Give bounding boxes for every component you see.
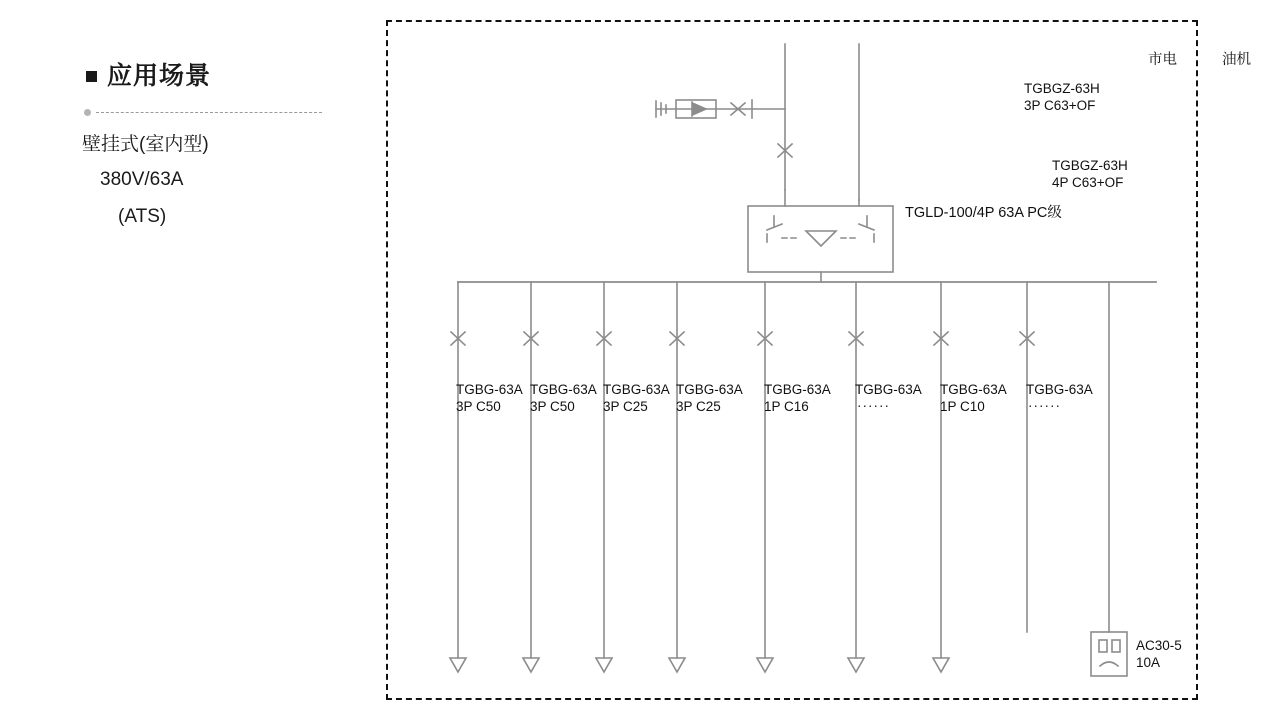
label-branch-5-line2: 1P C16	[764, 399, 809, 414]
label-breaker-second-line2: 4P C63+OF	[1052, 175, 1124, 190]
heading-divider	[84, 108, 322, 118]
label-socket-line1: AC30-5	[1136, 638, 1182, 653]
label-generator: 油机	[1222, 52, 1251, 68]
single-line-diagram	[386, 20, 1198, 700]
label-socket-line2: 10A	[1136, 655, 1161, 670]
spec-line-type: (ATS)	[118, 206, 167, 227]
divider-dashed-line	[96, 112, 322, 113]
label-breaker-top-line2: 3P C63+OF	[1024, 98, 1096, 113]
load-arrow-2	[523, 658, 539, 672]
ats-controller-triangle	[806, 231, 836, 246]
label-branch-2-line2: 3P C50	[530, 399, 575, 414]
load-arrow-5	[757, 658, 773, 672]
spec-line-mounting: 壁挂式(室内型)	[82, 134, 209, 155]
label-branch-1-line2: 3P C50	[456, 399, 501, 414]
load-arrow-6	[848, 658, 864, 672]
bullet-square-icon	[86, 71, 97, 82]
label-branch-1-line1: TGBG-63A	[456, 382, 523, 397]
application-scenario-panel	[0, 0, 370, 721]
label-branch-6-line1: TGBG-63A	[855, 382, 922, 397]
label-branch-7-line1: TGBG-63A	[940, 382, 1007, 397]
ats-box	[748, 206, 893, 272]
spec-line-rating: 380V/63A	[100, 169, 184, 190]
label-branch-2-line1: TGBG-63A	[530, 382, 597, 397]
load-arrow-1	[450, 658, 466, 672]
branch-group-1	[450, 282, 466, 672]
label-branch-8-line2: ······	[1028, 398, 1061, 413]
label-mains: 市电	[1148, 52, 1177, 68]
branch-group-8	[1020, 282, 1034, 632]
label-branch-4-line1: TGBG-63A	[676, 382, 743, 397]
label-branch-4-line2: 3P C25	[676, 399, 721, 414]
page-title	[86, 56, 211, 92]
label-branch-7-line2: 1P C10	[940, 399, 985, 414]
socket-outlet-symbol	[1091, 632, 1127, 676]
page-title-text: 应用场景	[107, 62, 212, 90]
branch-group-7	[933, 282, 949, 672]
label-branch-8-line1: TGBG-63A	[1026, 382, 1093, 397]
branch-group-2	[523, 282, 539, 672]
branch-group-3	[596, 282, 612, 672]
branch-group-5	[757, 282, 773, 672]
load-arrow-4	[669, 658, 685, 672]
label-branch-6-line2: ······	[857, 398, 890, 413]
label-branch-5-line1: TGBG-63A	[764, 382, 831, 397]
label-ats: TGLD-100/4P 63A PC级	[905, 205, 1062, 221]
label-branch-3-line2: 3P C25	[603, 399, 648, 414]
load-arrow-3	[596, 658, 612, 672]
surge-protector-arrow	[692, 102, 708, 116]
label-breaker-second-line1: TGBGZ-63H	[1052, 158, 1128, 173]
branch-group-4	[669, 282, 685, 672]
label-branch-3-line1: TGBG-63A	[603, 382, 670, 397]
divider-dot-icon	[84, 109, 91, 116]
branch-group-6	[848, 282, 864, 672]
label-breaker-top-line1: TGBGZ-63H	[1024, 81, 1100, 96]
load-arrow-7	[933, 658, 949, 672]
